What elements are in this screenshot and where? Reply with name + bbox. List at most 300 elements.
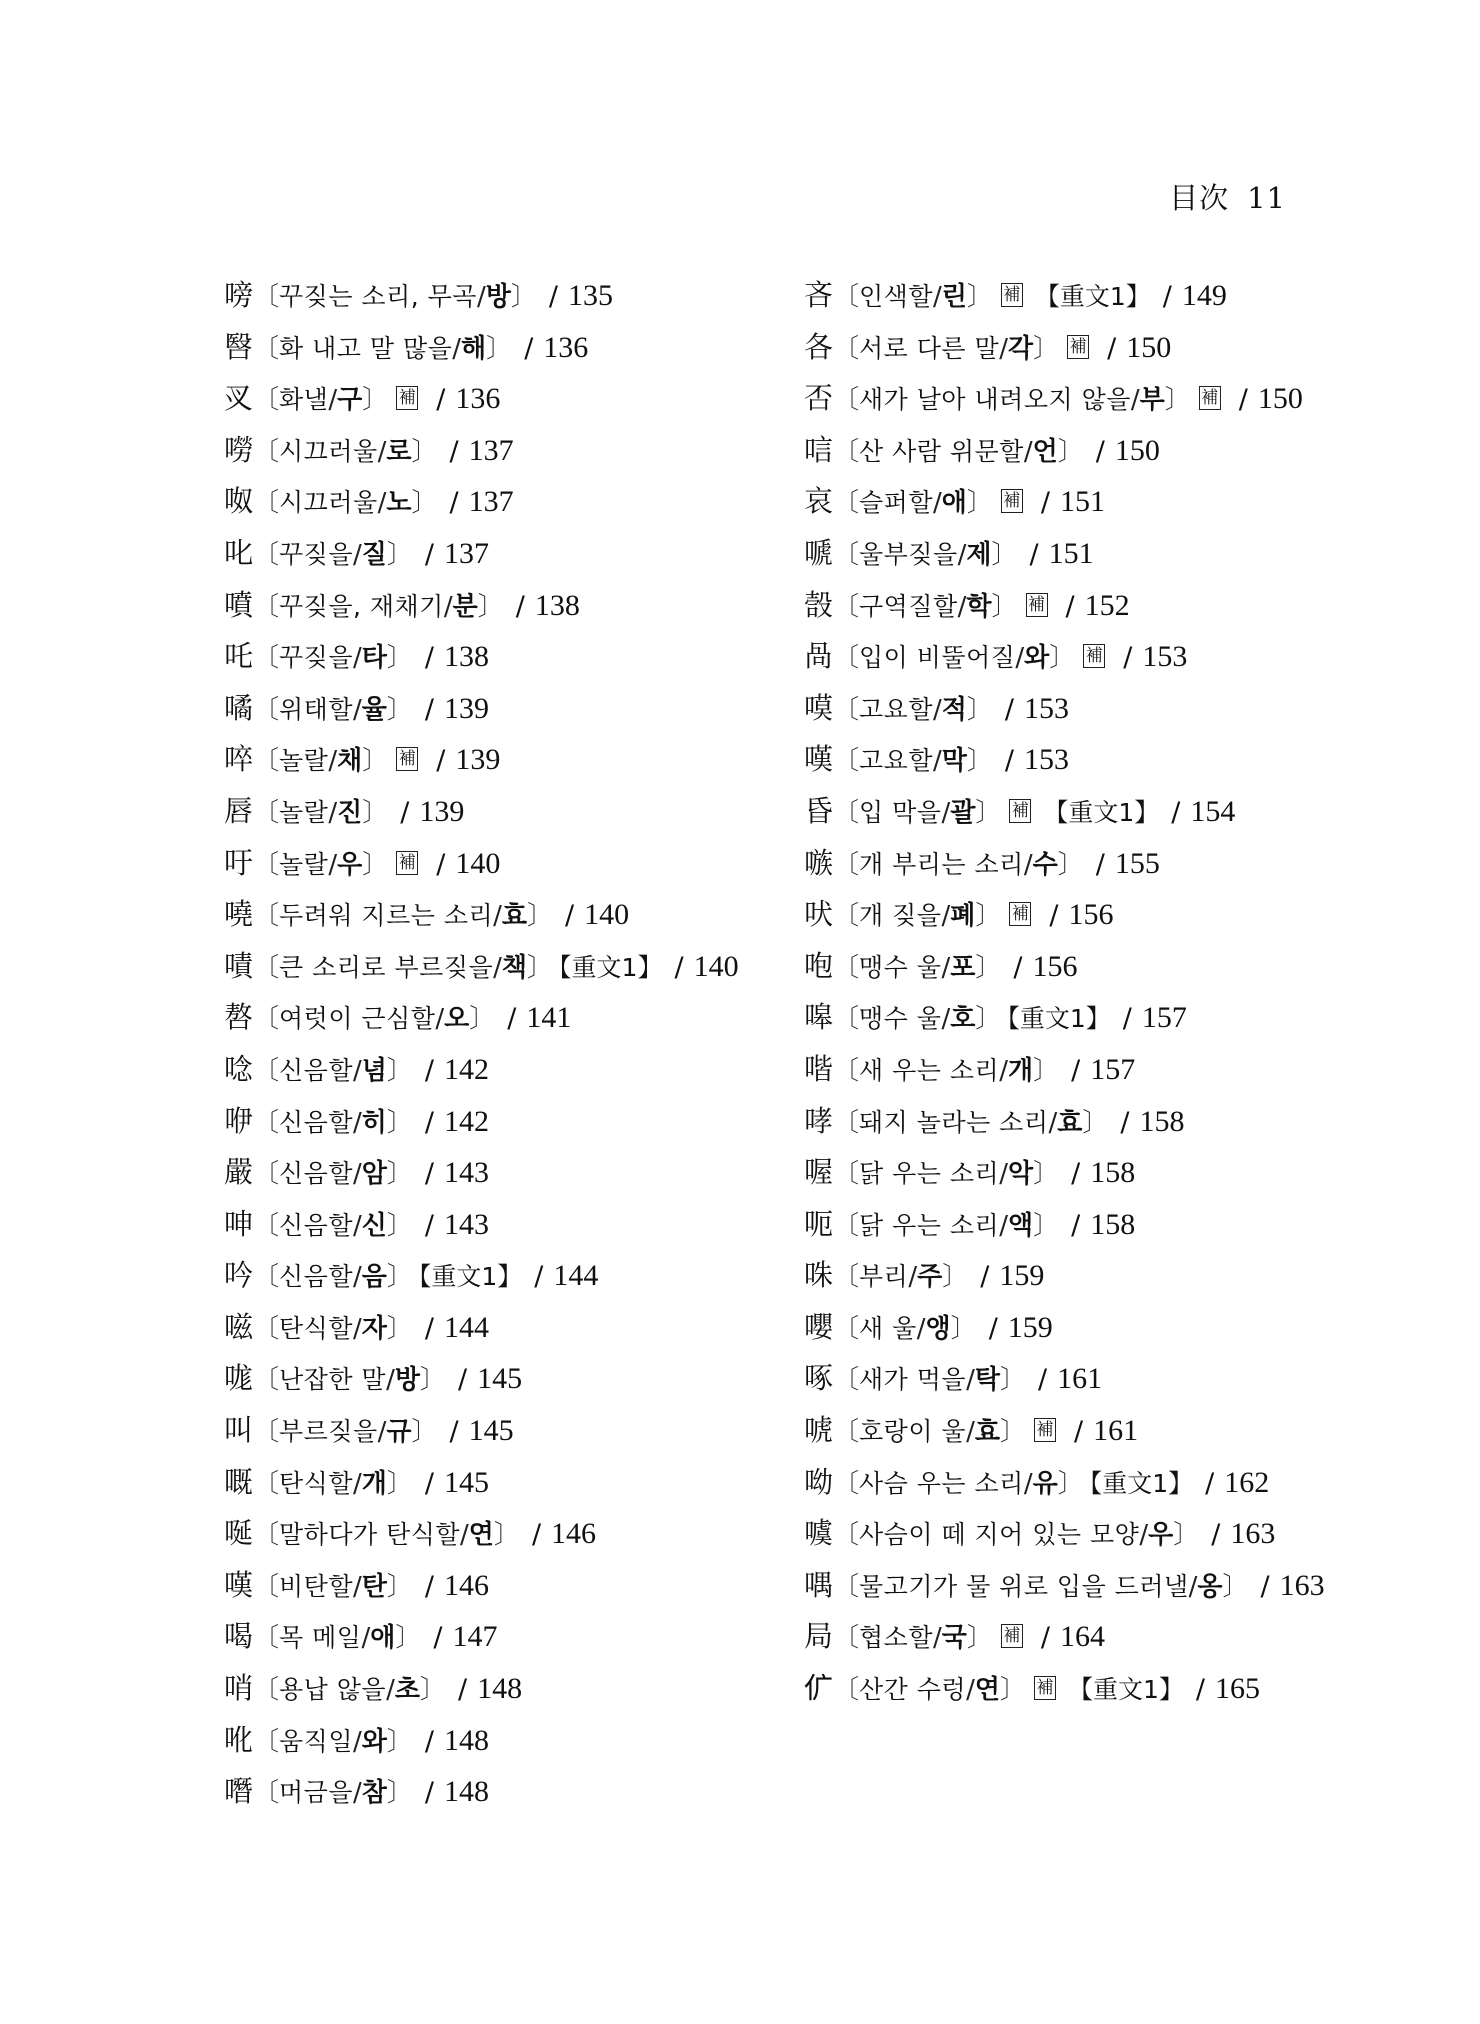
page-separator: / — [1004, 693, 1014, 725]
open-bracket: 〔 — [833, 1210, 860, 1241]
page-separator: / — [436, 384, 446, 416]
toc-entry[interactable] — [804, 1560, 1325, 1612]
page-separator: / — [424, 1106, 434, 1138]
separator-slash: / — [999, 1055, 1008, 1086]
entry-page-number: 151 — [1060, 485, 1105, 519]
separator-slash: / — [352, 694, 362, 725]
separator-slash: / — [999, 1159, 1008, 1190]
close-bracket: 〕 — [991, 539, 1018, 570]
page-separator: / — [424, 1777, 434, 1809]
open-bracket: 〔 — [833, 1365, 860, 1396]
entry-hanja: 嗁 — [804, 535, 834, 570]
entry-hanja: 吠 — [804, 897, 834, 932]
entry-page-number: 156 — [1032, 949, 1078, 983]
toc-entry[interactable] — [804, 1147, 1325, 1199]
close-bracket: 〕 — [386, 1726, 413, 1757]
entry-reading: 와 — [1024, 643, 1050, 674]
page-separator: / — [1040, 1622, 1050, 1654]
separator-slash: / — [361, 1623, 371, 1654]
entry-reading: 율 — [361, 694, 387, 725]
toc-entry[interactable] — [224, 683, 739, 735]
close-bracket: 〕 — [1049, 643, 1076, 674]
toc-entry[interactable] — [804, 1405, 1325, 1457]
toc-entry[interactable] — [804, 1199, 1325, 1251]
entry-gloss: 산 사람 위문할 — [859, 436, 1024, 466]
supplement-mark-icon: 補 — [1034, 1418, 1056, 1442]
entry-reading: 방 — [485, 282, 511, 312]
page-separator: / — [1040, 487, 1050, 519]
page-separator: / — [980, 1261, 990, 1293]
open-bracket: 〔 — [253, 591, 280, 622]
entry-hanja: 咿 — [224, 1103, 254, 1138]
open-bracket: 〔 — [253, 1675, 280, 1706]
toc-entry[interactable] — [804, 1302, 1325, 1354]
toc-entry[interactable] — [224, 889, 739, 941]
page-separator: / — [424, 1725, 434, 1757]
separator-slash: / — [352, 1055, 362, 1086]
entry-page-number: 148 — [477, 1672, 523, 1706]
entry-gloss: 부리 — [859, 1262, 909, 1292]
entry-hanja: 噴 — [224, 587, 254, 622]
open-bracket: 〔 — [253, 1159, 280, 1190]
toc-entry[interactable] — [804, 786, 1325, 838]
close-bracket: 〕 — [510, 282, 537, 312]
close-bracket: 〕 — [493, 1520, 520, 1551]
entry-gloss: 시끄러울 — [279, 436, 378, 466]
open-bracket: 〔 — [833, 333, 860, 364]
entry-hanja: 喈 — [804, 1051, 834, 1086]
open-bracket: 〔 — [833, 1571, 860, 1602]
toc-entry[interactable] — [224, 1405, 739, 1457]
entry-reading: 린 — [941, 282, 967, 312]
open-bracket: 〔 — [833, 1159, 860, 1190]
entry-reading: 부 — [1139, 385, 1165, 416]
toc-entry[interactable] — [224, 1457, 739, 1509]
separator-slash: / — [1015, 643, 1025, 674]
close-bracket: 〕 — [942, 1262, 969, 1293]
toc-entry[interactable] — [224, 1766, 739, 1818]
toc-entry[interactable] — [804, 580, 1325, 632]
entry-gloss: 맹수 울 — [859, 952, 942, 982]
entry-reading: 유 — [1032, 1468, 1058, 1499]
open-bracket: 〔 — [833, 746, 860, 777]
toc-entry[interactable] — [804, 889, 1325, 941]
toc-entry[interactable] — [804, 1508, 1325, 1560]
entry-gloss: 울부짖을 — [859, 539, 958, 569]
separator-slash: / — [352, 1262, 362, 1293]
entry-hanja: 哀 — [804, 484, 834, 519]
page-separator: / — [534, 1261, 544, 1293]
open-bracket: 〔 — [833, 488, 860, 519]
open-bracket: 〔 — [833, 797, 860, 828]
entry-reading: 탄 — [361, 1571, 387, 1602]
toc-entry[interactable] — [804, 425, 1325, 477]
toc-entry[interactable] — [224, 1147, 739, 1199]
entry-hanja: 呃 — [804, 1206, 834, 1241]
close-bracket: 〕 — [1082, 1107, 1109, 1138]
separator-slash: / — [916, 1313, 926, 1344]
entry-reading: 념 — [361, 1055, 387, 1086]
entry-reading: 규 — [386, 1417, 412, 1448]
supplement-mark-icon: 補 — [1009, 799, 1031, 823]
entry-reading: 암 — [361, 1159, 387, 1190]
page-separator: / — [1029, 538, 1039, 570]
close-bracket: 〕 — [966, 694, 993, 725]
toc-entry[interactable] — [224, 528, 739, 580]
separator-slash: / — [1023, 436, 1033, 467]
separator-slash: / — [932, 488, 942, 519]
separator-slash: / — [352, 1778, 362, 1809]
page-separator: / — [1074, 1416, 1084, 1448]
entry-hanja: 噆 — [224, 1774, 254, 1809]
toc-entry[interactable] — [224, 1044, 739, 1096]
entry-page-number: 165 — [1215, 1672, 1261, 1706]
toc-entry[interactable] — [804, 941, 1325, 993]
open-bracket: 〔 — [253, 1107, 280, 1138]
open-bracket: 〔 — [833, 282, 860, 312]
toc-entry[interactable] — [224, 992, 739, 1044]
separator-slash: / — [352, 1210, 362, 1241]
entry-reading: 오 — [444, 1004, 470, 1035]
close-bracket: 〕 — [1033, 1210, 1060, 1241]
toc-entry[interactable] — [224, 476, 739, 528]
entry-page-number: 143 — [444, 1156, 489, 1190]
page-separator: / — [449, 435, 459, 467]
entry-gloss: 고요할 — [859, 694, 933, 724]
toc-entry[interactable] — [804, 1663, 1325, 1715]
entry-tag: 【重文1】 — [1089, 1468, 1194, 1498]
close-bracket: 〕 — [386, 643, 413, 674]
entry-hanja: 嗾 — [804, 845, 834, 880]
entry-gloss: 호랑이 울 — [859, 1417, 967, 1447]
entry-page-number: 138 — [534, 588, 580, 622]
entry-hanja: 嗥 — [804, 1000, 834, 1035]
entry-gloss: 놀랄 — [279, 797, 329, 827]
entry-page-number: 149 — [1181, 279, 1227, 312]
page-separator: / — [458, 1674, 468, 1706]
open-bracket: 〔 — [253, 952, 280, 983]
toc-entry[interactable] — [224, 1611, 739, 1663]
entry-hanja: 嗼 — [804, 690, 834, 725]
separator-slash: / — [1023, 849, 1033, 880]
entry-hanja: 噊 — [224, 690, 254, 725]
toc-entry[interactable] — [804, 1353, 1325, 1405]
entry-page-number: 157 — [1141, 1001, 1187, 1035]
entry-page-number: 142 — [444, 1052, 489, 1086]
page-separator: / — [436, 848, 446, 880]
separator-slash: / — [966, 1675, 975, 1706]
toc-entry[interactable] — [224, 941, 739, 993]
toc-entry[interactable] — [224, 786, 739, 838]
entry-page-number: 145 — [468, 1414, 514, 1448]
entry-gloss: 시끄러울 — [279, 488, 378, 518]
entry-page-number: 136 — [455, 382, 501, 416]
entry-page-number: 144 — [444, 1310, 489, 1344]
entry-page-number: 139 — [419, 794, 465, 828]
entry-hanja: 㗨 — [224, 329, 254, 364]
entry-reading: 히 — [361, 1107, 387, 1138]
entry-hanja: 㕚 — [224, 381, 254, 416]
entry-hanja: 吟 — [224, 1258, 254, 1293]
entry-page-number: 163 — [1279, 1568, 1325, 1602]
close-bracket: 〕 — [411, 488, 438, 519]
entry-reading: 탁 — [974, 1365, 1000, 1396]
open-bracket: 〔 — [253, 1365, 280, 1396]
entry-reading: 참 — [361, 1778, 387, 1809]
entry-gloss: 용납 않을 — [279, 1675, 387, 1705]
entry-hanja: 唁 — [804, 432, 834, 467]
close-bracket: 〕 — [386, 1159, 413, 1190]
close-bracket: 〕 — [975, 901, 1002, 932]
separator-slash: / — [1139, 1520, 1149, 1551]
toc-entry[interactable] — [804, 631, 1325, 683]
open-bracket: 〔 — [833, 1262, 860, 1293]
toc-entry[interactable] — [224, 1508, 739, 1560]
entry-page-number: 137 — [444, 536, 489, 570]
entry-reading: 애 — [370, 1623, 396, 1654]
close-bracket: 〕 — [386, 1468, 413, 1499]
toc-entry[interactable] — [804, 734, 1325, 786]
entry-reading: 개 — [1007, 1055, 1034, 1086]
entry-tag: 【重文1】 — [1007, 1004, 1111, 1034]
open-bracket: 〔 — [253, 436, 280, 467]
entry-gloss: 두려워 지르는 소리 — [279, 901, 494, 931]
separator-slash: / — [932, 282, 942, 312]
page-separator: / — [424, 1312, 434, 1344]
entry-gloss: 놀랄 — [279, 746, 329, 776]
entry-hanja: 嘵 — [224, 897, 254, 932]
toc-entry[interactable] — [804, 528, 1325, 580]
toc-entry[interactable] — [224, 1663, 739, 1715]
entry-gloss: 말하다가 탄식할 — [279, 1520, 461, 1550]
close-bracket: 〕 — [527, 901, 554, 932]
page-separator: / — [1195, 1674, 1206, 1706]
entry-page-number: 161 — [1057, 1362, 1103, 1396]
entry-page-number: 158 — [1090, 1156, 1136, 1190]
entry-reading: 주 — [917, 1262, 943, 1293]
toc-entry[interactable] — [804, 270, 1325, 322]
entry-hanja: 咆 — [804, 948, 834, 983]
entry-reading: 연 — [974, 1675, 1000, 1706]
entry-tag: 【重文1】 — [1034, 282, 1151, 311]
entry-hanja: 吁 — [224, 845, 254, 880]
entry-reading: 자 — [361, 1313, 387, 1344]
entry-gloss: 신음할 — [279, 1159, 353, 1189]
entry-gloss: 인색할 — [859, 282, 933, 311]
toc-column-right — [804, 270, 1325, 1715]
separator-slash: / — [352, 1571, 362, 1602]
entry-hanja: 吪 — [224, 1722, 254, 1757]
open-bracket: 〔 — [253, 643, 280, 674]
open-bracket: 〔 — [833, 539, 860, 570]
open-bracket: 〔 — [253, 1623, 280, 1654]
entry-hanja: 呻 — [224, 1206, 254, 1241]
entry-gloss: 사슴 우는 소리 — [859, 1468, 1024, 1498]
open-bracket: 〔 — [253, 1520, 280, 1551]
toc-entry[interactable] — [224, 1560, 739, 1612]
entry-page-number: 140 — [455, 846, 501, 880]
entry-hanja: 吒 — [224, 639, 254, 674]
toc-entry[interactable] — [804, 1457, 1325, 1509]
close-bracket: 〕 — [999, 1675, 1026, 1706]
supplement-mark-icon: 補 — [396, 386, 418, 410]
entry-reading: 효 — [974, 1417, 1000, 1448]
toc-entry[interactable] — [804, 1044, 1325, 1096]
separator-slash: / — [493, 901, 502, 932]
toc-entry[interactable] — [224, 270, 739, 322]
supplement-mark-icon: 補 — [1001, 1624, 1023, 1648]
entry-hanja: 啐 — [224, 742, 254, 777]
entry-reading: 와 — [361, 1726, 387, 1757]
entry-reading: 우 — [1148, 1520, 1174, 1551]
separator-slash: / — [328, 849, 338, 880]
close-bracket: 〕 — [1033, 1159, 1060, 1190]
entry-reading: 노 — [386, 488, 412, 519]
entry-page-number: 151 — [1048, 536, 1094, 570]
entry-gloss: 탄식할 — [279, 1468, 353, 1498]
entry-hanja: 昏 — [804, 793, 834, 828]
toc-entry[interactable] — [224, 1096, 739, 1148]
close-bracket: 〕 — [386, 1571, 413, 1602]
supplement-mark-icon: 補 — [1199, 386, 1221, 410]
toc-entry[interactable] — [224, 1715, 739, 1767]
entry-gloss: 고요할 — [859, 746, 933, 776]
entry-gloss: 움직일 — [279, 1726, 353, 1756]
entry-reading: 책 — [501, 952, 528, 983]
toc-entry[interactable] — [224, 631, 739, 683]
page-separator: / — [565, 900, 575, 932]
open-bracket: 〔 — [253, 1055, 280, 1086]
page-separator: / — [1162, 281, 1172, 312]
separator-slash: / — [1130, 385, 1140, 416]
entry-hanja: 各 — [804, 329, 834, 364]
toc-entry[interactable] — [224, 322, 739, 374]
page-separator: / — [1120, 1106, 1130, 1138]
supplement-mark-icon: 補 — [1067, 335, 1089, 359]
entry-gloss: 슬퍼할 — [859, 488, 933, 518]
entry-page-number: 146 — [551, 1517, 597, 1551]
separator-slash: / — [999, 333, 1008, 364]
entry-page-number: 145 — [477, 1362, 523, 1396]
toc-entry[interactable] — [804, 683, 1325, 735]
entry-tag: 【重文1】 — [1043, 797, 1160, 827]
page-separator: / — [1095, 435, 1105, 467]
toc-entry[interactable] — [804, 1096, 1325, 1148]
page-separator: / — [531, 1519, 542, 1551]
toc-entry[interactable] — [804, 1611, 1325, 1663]
entry-hanja: 噳 — [804, 1516, 834, 1551]
toc-entry[interactable] — [804, 322, 1325, 374]
entry-hanja: 嗞 — [224, 1309, 254, 1344]
separator-slash: / — [352, 1726, 362, 1757]
toc-entry[interactable] — [224, 1199, 739, 1251]
open-bracket: 〔 — [833, 1468, 860, 1499]
separator-slash: / — [941, 797, 951, 828]
close-bracket: 〕 — [386, 1055, 413, 1086]
page-separator: / — [1095, 848, 1105, 880]
entry-gloss: 신음할 — [279, 1262, 353, 1292]
toc-entry[interactable] — [224, 1250, 739, 1302]
toc-column-left — [224, 270, 739, 1818]
entry-reading: 애 — [941, 488, 967, 519]
entry-hanja: 啄 — [804, 1361, 834, 1396]
close-bracket: 〕 — [386, 1210, 413, 1241]
entry-gloss: 비탄할 — [279, 1571, 353, 1601]
toc-entry[interactable] — [224, 425, 739, 477]
page-separator: / — [1013, 951, 1023, 983]
open-bracket: 〔 — [833, 1055, 860, 1086]
page-separator: / — [674, 951, 684, 983]
entry-reading: 제 — [966, 539, 992, 570]
entry-gloss: 새가 날아 내려오지 않을 — [859, 385, 1131, 415]
toc-entry[interactable] — [804, 992, 1325, 1044]
entry-page-number: 148 — [444, 1723, 489, 1757]
page-separator: / — [1238, 384, 1248, 416]
close-bracket: 〕 — [975, 797, 1002, 828]
entry-hanja: 嗙 — [224, 278, 254, 312]
entry-reading: 옹 — [1197, 1571, 1223, 1602]
entry-hanja: 叫 — [224, 1413, 254, 1448]
open-bracket: 〔 — [253, 539, 280, 570]
toc-entry[interactable] — [804, 838, 1325, 890]
entry-hanja: 呶 — [224, 484, 254, 519]
close-bracket: 〕 — [386, 1313, 413, 1344]
toc-entry[interactable] — [224, 1302, 739, 1354]
separator-slash: / — [957, 591, 967, 622]
toc-entry[interactable] — [804, 373, 1325, 425]
entry-gloss: 꾸짖는 소리, 무곡 — [279, 282, 477, 311]
page-separator: / — [988, 1312, 998, 1344]
entry-hanja: 喝 — [224, 1619, 254, 1654]
entry-gloss: 구역질할 — [859, 591, 958, 621]
close-bracket: 〕 — [975, 1004, 1002, 1035]
separator-slash: / — [941, 901, 951, 932]
separator-slash: / — [476, 282, 486, 312]
close-bracket: 〕 — [1057, 849, 1084, 880]
toc-entry[interactable] — [224, 838, 739, 890]
open-bracket: 〔 — [253, 282, 280, 312]
entry-gloss: 새 울 — [859, 1313, 917, 1343]
close-bracket: 〕 — [362, 385, 389, 416]
entry-page-number: 140 — [693, 949, 739, 983]
entry-page-number: 136 — [543, 330, 589, 364]
separator-slash: / — [377, 436, 387, 467]
close-bracket: 〕 — [1033, 333, 1060, 364]
entry-gloss: 신음할 — [279, 1055, 353, 1085]
open-bracket: 〔 — [833, 1675, 860, 1706]
entry-reading: 음 — [361, 1262, 387, 1293]
toc-entry[interactable] — [224, 373, 739, 425]
entry-gloss: 부르짖을 — [279, 1417, 378, 1447]
separator-slash: / — [932, 1623, 942, 1654]
close-bracket: 〕 — [999, 1417, 1026, 1448]
toc-entry[interactable] — [224, 580, 739, 632]
open-bracket: 〔 — [253, 1262, 280, 1293]
close-bracket: 〕 — [469, 1004, 496, 1035]
entry-reading: 분 — [452, 591, 478, 622]
toc-entry[interactable] — [804, 1250, 1325, 1302]
separator-slash: / — [966, 1365, 975, 1396]
close-bracket: 〕 — [419, 1675, 446, 1706]
separator-slash: / — [908, 1262, 918, 1293]
separator-slash: / — [352, 1159, 362, 1190]
toc-entry[interactable] — [804, 476, 1325, 528]
entry-gloss: 개 부리는 소리 — [859, 849, 1024, 879]
toc-entry[interactable] — [224, 1353, 739, 1405]
open-bracket: 〔 — [833, 385, 860, 416]
entry-hanja: 嘆 — [804, 742, 834, 777]
toc-entry[interactable] — [224, 734, 739, 786]
